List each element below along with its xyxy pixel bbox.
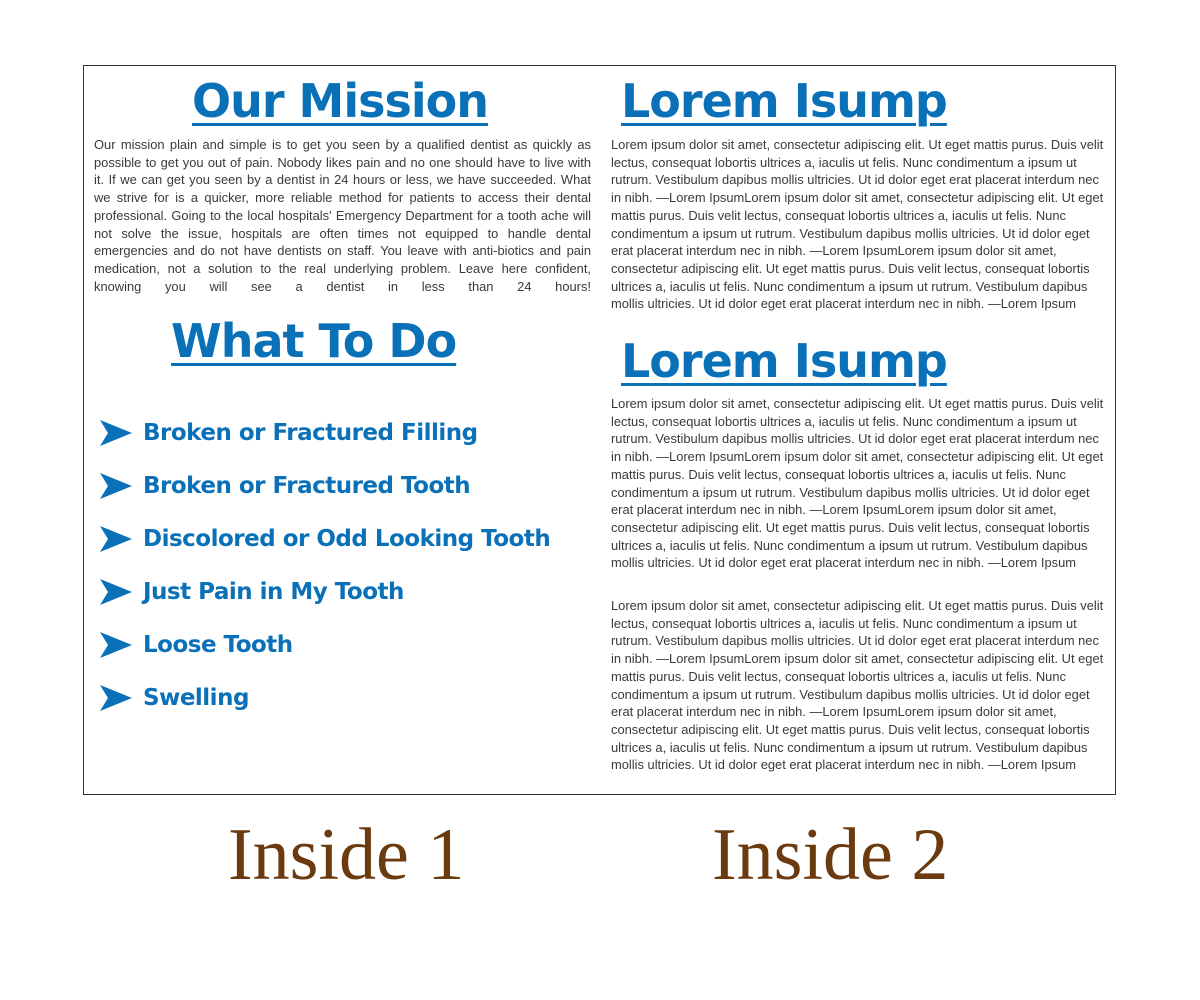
list-item <box>100 459 550 512</box>
list-item-label: Broken or Fractured Tooth <box>143 472 471 499</box>
mission-heading: Our Mission <box>192 74 488 128</box>
arrow-icon <box>100 526 132 552</box>
arrow-icon <box>100 632 132 658</box>
list-item-label: Broken or Fractured Filling <box>143 419 478 446</box>
list-item-label: Swelling <box>143 684 249 711</box>
brochure-inside-panel <box>83 65 1116 795</box>
arrow-icon <box>100 420 132 446</box>
lorem-paragraph-2: Lorem ipsum dolor sit amet, consectetur adipiscing elit. Ut eget mattis purus. Duis velit lectus, consequat lobortis ultrices a, iaculis ut felis. Nunc condimentum a ipsum ut rutrum. Vestibulum dapibus mollis ultricies. Ut id dolor eget erat placerat interdum nec in nibh. —Lorem IpsumLorem ipsum dolor sit amet, consectetur adipiscing elit. Ut eget mattis purus. Duis velit lectus, consequat lobortis ultrices a, iaculis ut felis. Nunc condimentum a ipsum ut rutrum. Vestibulum dapibus mollis ultricies. Ut id dolor eget erat placerat interdum nec in nibh. —Lorem IpsumLorem ipsum dolor sit amet, consectetur adipiscing elit. Ut eget mattis purus. Duis velit lectus, consequat lobortis ultrices a, iaculis ut felis. Nunc condimentum a ipsum ut rutrum. Vestibulum dapibus mollis ultricies. Ut id dolor eget erat placerat interdum nec in nibh. —Lorem Ipsum <box>611 396 1104 571</box>
list-item-label: Just Pain in My Tooth <box>143 578 404 605</box>
list-item <box>100 618 550 671</box>
what-to-do-list <box>100 406 550 724</box>
arrow-icon <box>100 579 132 605</box>
lorem-heading-1: Lorem Isump <box>621 74 947 128</box>
arrow-icon <box>100 473 132 499</box>
lorem-heading-2: Lorem Isump <box>621 334 947 388</box>
arrow-icon <box>100 685 132 711</box>
list-item <box>100 406 550 459</box>
list-item-label: Discolored or Odd Looking Tooth <box>143 525 551 552</box>
mission-paragraph: Our mission plain and simple is to get you seen by a qualified dentist as quickly as possible to get you out of pain. Nobody likes pain and no one should have to live with it. If we can get you seen by a dentist in 24 hours or less, we have succeeded. What we strive for is a quicker, more reliable method for patients to access their dental professional. Going to the local hospitals' Emergency Department for a tooth ache will not solve the issue, hospitals are often times not equipped to handle dental emergencies and do not have dentists on staff. You leave with anti-biotics and pain medication, not a solution to the real underlying problem. Leave here confident, knowing you will see a dentist in less than 24 hours! <box>94 137 591 294</box>
list-item <box>100 512 550 565</box>
lorem-paragraph-1: Lorem ipsum dolor sit amet, consectetur adipiscing elit. Ut eget mattis purus. Duis velit lectus, consequat lobortis ultrices a, iaculis ut felis. Nunc condimentum a ipsum ut rutrum. Vestibulum dapibus mollis ultricies. Ut id dolor eget erat placerat interdum nec in nibh. —Lorem IpsumLorem ipsum dolor sit amet, consectetur adipiscing elit. Ut eget mattis purus. Duis velit lectus, consequat lobortis ultrices a, iaculis ut felis. Nunc condimentum a ipsum ut rutrum. Vestibulum dapibus mollis ultricies. Ut id dolor eget erat placerat interdum nec in nibh. —Lorem IpsumLorem ipsum dolor sit amet, consectetur adipiscing elit. Ut eget mattis purus. Duis velit lectus, consequat lobortis ultrices a, iaculis ut felis. Nunc condimentum a ipsum ut rutrum. Vestibulum dapibus mollis ultricies. Ut id dolor eget erat placerat interdum nec in nibh. —Lorem Ipsum <box>611 137 1104 312</box>
inside-2-caption: Inside 2 <box>712 814 949 896</box>
list-item <box>100 565 550 618</box>
list-item-label: Loose Tooth <box>143 631 293 658</box>
what-to-do-heading: What To Do <box>171 314 457 368</box>
list-item <box>100 671 550 724</box>
lorem-paragraph-3: Lorem ipsum dolor sit amet, consectetur adipiscing elit. Ut eget mattis purus. Duis velit lectus, consequat lobortis ultrices a, iaculis ut felis. Nunc condimentum a ipsum ut rutrum. Vestibulum dapibus mollis ultricies. Ut id dolor eget erat placerat interdum nec in nibh. —Lorem IpsumLorem ipsum dolor sit amet, consectetur adipiscing elit. Ut eget mattis purus. Duis velit lectus, consequat lobortis ultrices a, iaculis ut felis. Nunc condimentum a ipsum ut rutrum. Vestibulum dapibus mollis ultricies. Ut id dolor eget erat placerat interdum nec in nibh. —Lorem IpsumLorem ipsum dolor sit amet, consectetur adipiscing elit. Ut eget mattis purus. Duis velit lectus, consequat lobortis ultrices a, iaculis ut felis. Nunc condimentum a ipsum ut rutrum. Vestibulum dapibus mollis ultricies. Ut id dolor eget erat placerat interdum nec in nibh. —Lorem Ipsum <box>611 598 1104 773</box>
inside-1-caption: Inside 1 <box>228 814 465 896</box>
